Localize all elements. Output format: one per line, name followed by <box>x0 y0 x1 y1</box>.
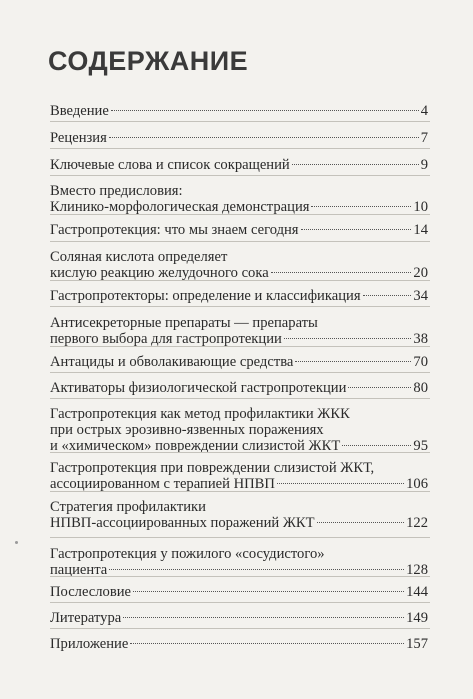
toc-entry[interactable] <box>50 636 428 652</box>
dot-leader <box>348 387 411 388</box>
toc-entry[interactable] <box>50 499 428 531</box>
dot-leader <box>342 445 411 446</box>
toc-entry-title-line: при острых эрозивно-язвенных поражениях <box>50 422 324 438</box>
toc-page-number: 122 <box>406 515 428 531</box>
dot-leader <box>363 295 412 296</box>
dot-leader <box>284 338 412 339</box>
divider-rule <box>50 491 430 492</box>
dot-leader <box>109 137 419 138</box>
toc-entry-title-line: Послесловие <box>50 584 132 600</box>
toc-entry[interactable] <box>50 288 428 304</box>
toc-entry[interactable] <box>50 354 428 370</box>
divider-rule <box>50 214 430 215</box>
dot-leader <box>109 569 404 570</box>
toc-entry-title-line: Гастропротекция у пожилого «сосудистого» <box>50 546 325 562</box>
toc-entry-title-line: Гастропротекторы: определение и классификация <box>50 288 361 304</box>
toc-entry-title-line: Клинико-морфологическая демонстрация <box>50 199 310 215</box>
toc-entry-title-line: Антисекреторные препараты — препараты <box>50 315 318 331</box>
toc-page-number: 157 <box>406 636 428 652</box>
toc-entry-title-line: Стратегия профилактики <box>50 499 206 515</box>
dot-leader <box>292 164 419 165</box>
toc-entry[interactable] <box>50 380 428 396</box>
divider-rule <box>50 346 430 347</box>
toc-entry[interactable] <box>50 249 428 281</box>
divider-rule <box>50 280 430 281</box>
toc-entry-title-line: Антациды и обволакивающие средства <box>50 354 294 370</box>
toc-entry[interactable] <box>50 610 428 626</box>
toc-entry[interactable] <box>50 222 428 238</box>
toc-page-number: 7 <box>420 130 428 146</box>
toc-entry[interactable] <box>50 315 428 347</box>
toc-page-number: 38 <box>413 331 428 347</box>
toc-entry-title-line: Гастропротекция как метод профилактики ЖКК <box>50 406 350 422</box>
paper-speck <box>15 541 18 544</box>
toc-page-number: 9 <box>420 157 428 173</box>
dot-leader <box>133 591 404 592</box>
dot-leader <box>111 110 419 111</box>
toc-page-number: 10 <box>413 199 428 215</box>
toc-page-number: 4 <box>420 103 428 119</box>
toc-entry[interactable] <box>50 183 428 215</box>
toc-entry-title-line: Ключевые слова и список сокращений <box>50 157 290 173</box>
toc-page-number: 149 <box>406 610 428 626</box>
divider-rule <box>50 148 430 149</box>
toc-page-number: 20 <box>413 265 428 281</box>
toc-page-number: 128 <box>406 562 428 578</box>
divider-rule <box>50 398 430 399</box>
dot-leader <box>311 206 411 207</box>
toc-entry-title-line: Литература <box>50 610 122 626</box>
dot-leader <box>271 272 412 273</box>
toc-entry-title-line: первого выбора для гастропротекции <box>50 331 282 347</box>
page-title: СОДЕРЖАНИЕ <box>48 46 249 76</box>
divider-rule <box>50 628 430 629</box>
dot-leader <box>317 522 405 523</box>
divider-rule <box>50 175 430 176</box>
toc-entry-title-line: Гастропротекция: что мы знаем сегодня <box>50 222 299 238</box>
divider-rule <box>50 576 430 577</box>
toc-entry[interactable] <box>50 406 428 454</box>
toc-entry-title-line: Гастропротекция при повреждении слизистой ЖКТ, <box>50 460 375 476</box>
toc-entry-title-line: Приложение <box>50 636 129 652</box>
divider-rule <box>50 241 430 242</box>
dot-leader <box>301 229 412 230</box>
divider-rule <box>50 602 430 603</box>
toc-entry[interactable] <box>50 130 428 146</box>
toc-entry[interactable] <box>50 460 428 492</box>
toc-entry-title-line: пациента <box>50 562 108 578</box>
toc-entry[interactable] <box>50 103 428 119</box>
toc-entry-title-line: НПВП-ассоциированных поражений ЖКТ <box>50 515 315 531</box>
toc-page-number: 95 <box>413 438 428 454</box>
toc-page-number: 144 <box>406 584 428 600</box>
dot-leader <box>295 361 411 362</box>
toc-page-number: 14 <box>413 222 428 238</box>
toc-page-number: 70 <box>413 354 428 370</box>
divider-rule <box>50 537 430 538</box>
dot-leader <box>130 643 404 644</box>
toc-page-number: 106 <box>406 476 428 492</box>
toc-entry[interactable] <box>50 584 428 600</box>
divider-rule <box>50 452 430 453</box>
toc-entry-title-line: Активаторы физиологической гастропротекции <box>50 380 347 396</box>
toc-entry-title-line: и «химическом» повреждении слизистой ЖКТ <box>50 438 341 454</box>
divider-rule <box>50 306 430 307</box>
toc-entry-title-line: Введение <box>50 103 109 119</box>
toc-entry-title-line: кислую реакцию желудочного сока <box>50 265 269 281</box>
toc-entry[interactable] <box>50 157 428 173</box>
divider-rule <box>50 372 430 373</box>
toc-page-number: 34 <box>413 288 428 304</box>
toc-entry-title-line: Вместо предисловия: <box>50 183 183 199</box>
toc-entry-title-line: ассоциированном с терапией НПВП <box>50 476 275 492</box>
toc-entry-title-line: Соляная кислота определяет <box>50 249 228 265</box>
toc-entry[interactable] <box>50 546 428 578</box>
dot-leader <box>123 617 404 618</box>
divider-rule <box>50 121 430 122</box>
toc-entry-title-line: Рецензия <box>50 130 107 146</box>
toc-page-number: 80 <box>413 380 428 396</box>
dot-leader <box>277 483 404 484</box>
